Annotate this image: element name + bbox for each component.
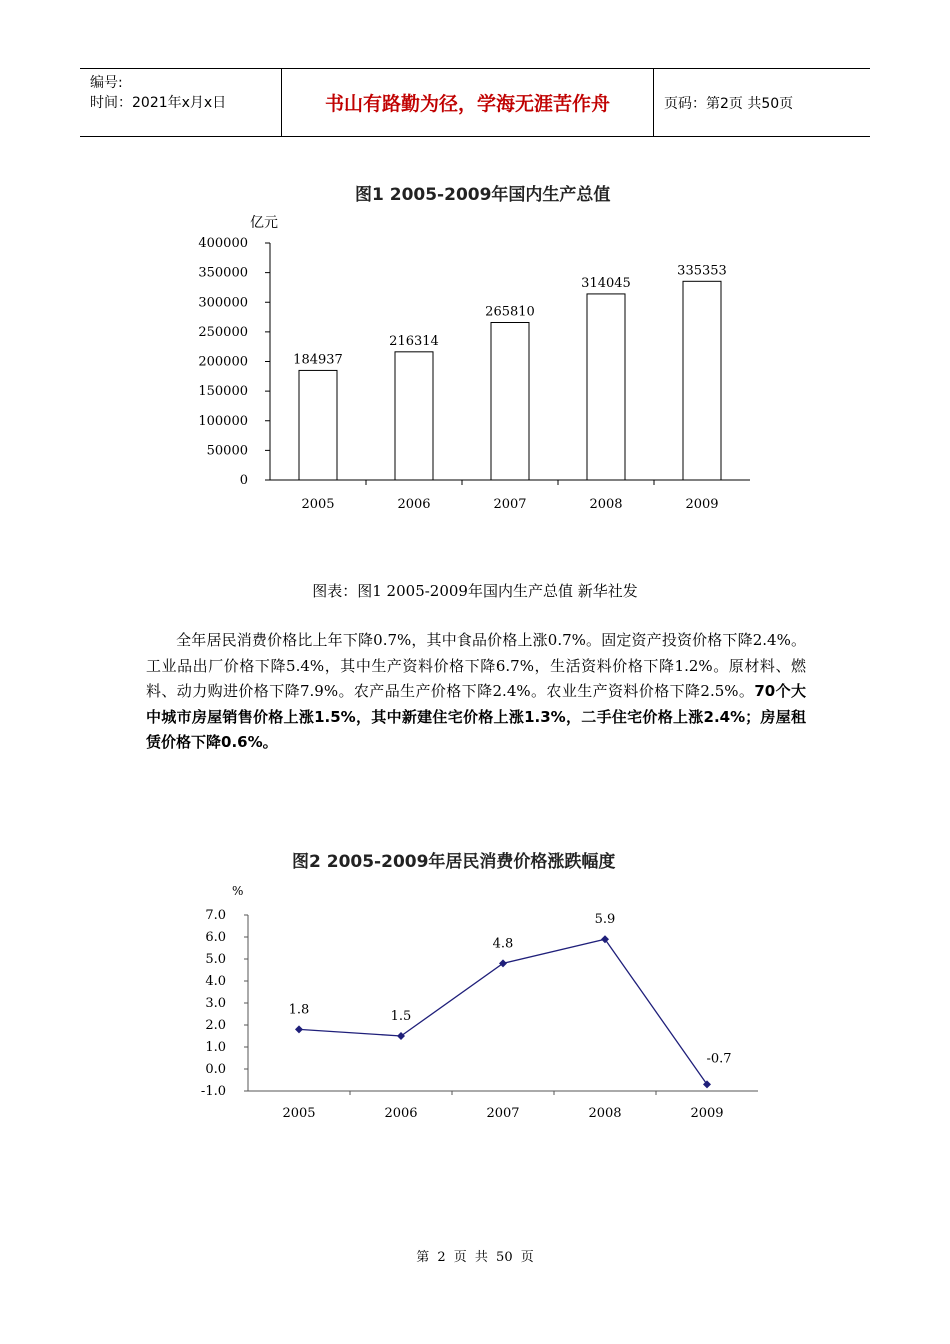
bar-2008 <box>587 294 625 480</box>
point-data-label: 1.5 <box>390 1009 412 1024</box>
y-axis-label: 亿元 <box>250 215 278 231</box>
y-tick-label: 6.0 <box>205 930 226 945</box>
header-page-info: 页码：第2页 共50页 <box>664 95 794 112</box>
y-tick-label: 0.0 <box>205 1062 226 1077</box>
bar-data-label: 314045 <box>581 275 631 291</box>
x-tick-label: 2006 <box>397 497 431 512</box>
body-paragraph <box>146 628 806 756</box>
y-tick-label: 5.0 <box>205 952 226 967</box>
x-tick-label: 2009 <box>690 1106 724 1121</box>
y-tick-label: 1.0 <box>205 1040 226 1055</box>
x-tick-label: 2007 <box>486 1106 520 1121</box>
x-tick-label: 2005 <box>301 497 335 512</box>
document-number-label: 编号: <box>90 75 123 91</box>
bar-2006 <box>395 352 433 480</box>
y-axis-label: % <box>232 884 244 898</box>
data-point-2007 <box>499 959 507 967</box>
bar-data-label: 265810 <box>485 304 535 320</box>
bar-data-label: 216314 <box>389 333 439 349</box>
bar-2005 <box>299 370 337 480</box>
figure1-caption: 图表：图1 2005-2009年国内生产总值 新华社发 <box>312 582 638 600</box>
header-meta <box>80 69 282 136</box>
y-tick-label: 200000 <box>198 354 248 370</box>
point-data-label: 5.9 <box>594 912 616 928</box>
bar-data-label: 335353 <box>677 263 727 279</box>
y-tick-label: 100000 <box>198 413 248 429</box>
cpi-line-chart <box>180 875 780 1135</box>
figure2-title: 图2 2005-2009年居民消费价格涨跌幅度 <box>292 852 616 872</box>
point-data-label: 4.8 <box>492 936 514 952</box>
page-footer: 第 2 页 共 50 页 <box>416 1250 534 1265</box>
y-tick-label: 350000 <box>198 265 248 281</box>
y-tick-label: 7.0 <box>205 908 226 923</box>
bar-data-label: 184937 <box>293 352 343 368</box>
paragraph-normal-text: 全年居民消费价格比上年下降0.7%，其中食品价格上涨0.7%。固定资产投资价格下降2.4%。工业品出厂价格下降5.4%，其中生产资料价格下降6.7%，生活资料价格下降1.2%。原材料、燃料、动力购进价格下降7.9%。农产品生产价格下降2.4%。农业生产资料价格下降2.5%。 <box>146 631 806 700</box>
y-tick-label: 150000 <box>198 384 248 400</box>
y-tick-label: 0 <box>239 473 248 488</box>
y-tick-label: 50000 <box>206 443 248 459</box>
data-point-2005 <box>295 1025 303 1033</box>
y-tick-label: 400000 <box>198 236 248 251</box>
x-tick-label: 2009 <box>685 497 719 512</box>
data-point-2006 <box>397 1032 405 1040</box>
y-tick-label: 3.0 <box>205 996 226 1011</box>
x-tick-label: 2007 <box>493 497 527 512</box>
y-tick-label: 2.0 <box>205 1018 226 1033</box>
gdp-bar-chart <box>190 205 770 525</box>
y-tick-label: 250000 <box>198 324 248 340</box>
document-header <box>80 68 870 137</box>
bar-2009 <box>683 281 721 480</box>
header-motto: 书山有路勤为径，学海无涯苦作舟 <box>282 69 654 136</box>
y-tick-label: -1.0 <box>200 1084 226 1099</box>
x-tick-label: 2005 <box>282 1106 316 1121</box>
y-tick-label: 300000 <box>198 295 248 311</box>
point-data-label: 1.8 <box>288 1002 310 1018</box>
document-time-label: 时间：2021年x月x日 <box>90 95 227 111</box>
x-tick-label: 2006 <box>384 1106 418 1121</box>
x-tick-label: 2008 <box>588 1106 622 1121</box>
x-tick-label: 2008 <box>589 497 623 512</box>
data-point-2008 <box>601 935 609 943</box>
figure1-title: 图1 2005-2009年国内生产总值 <box>355 185 611 205</box>
point-data-label: -0.7 <box>706 1051 732 1067</box>
paragraph-bold-text: 70个大中城市房屋销售价格上涨1.5%，其中新建住宅价格上涨1.3%，二手住宅价格上涨2.4%；房屋租赁价格下降0.6%。 <box>146 682 807 751</box>
y-tick-label: 4.0 <box>205 974 226 989</box>
data-point-2009 <box>703 1080 711 1088</box>
bar-2007 <box>491 323 529 480</box>
